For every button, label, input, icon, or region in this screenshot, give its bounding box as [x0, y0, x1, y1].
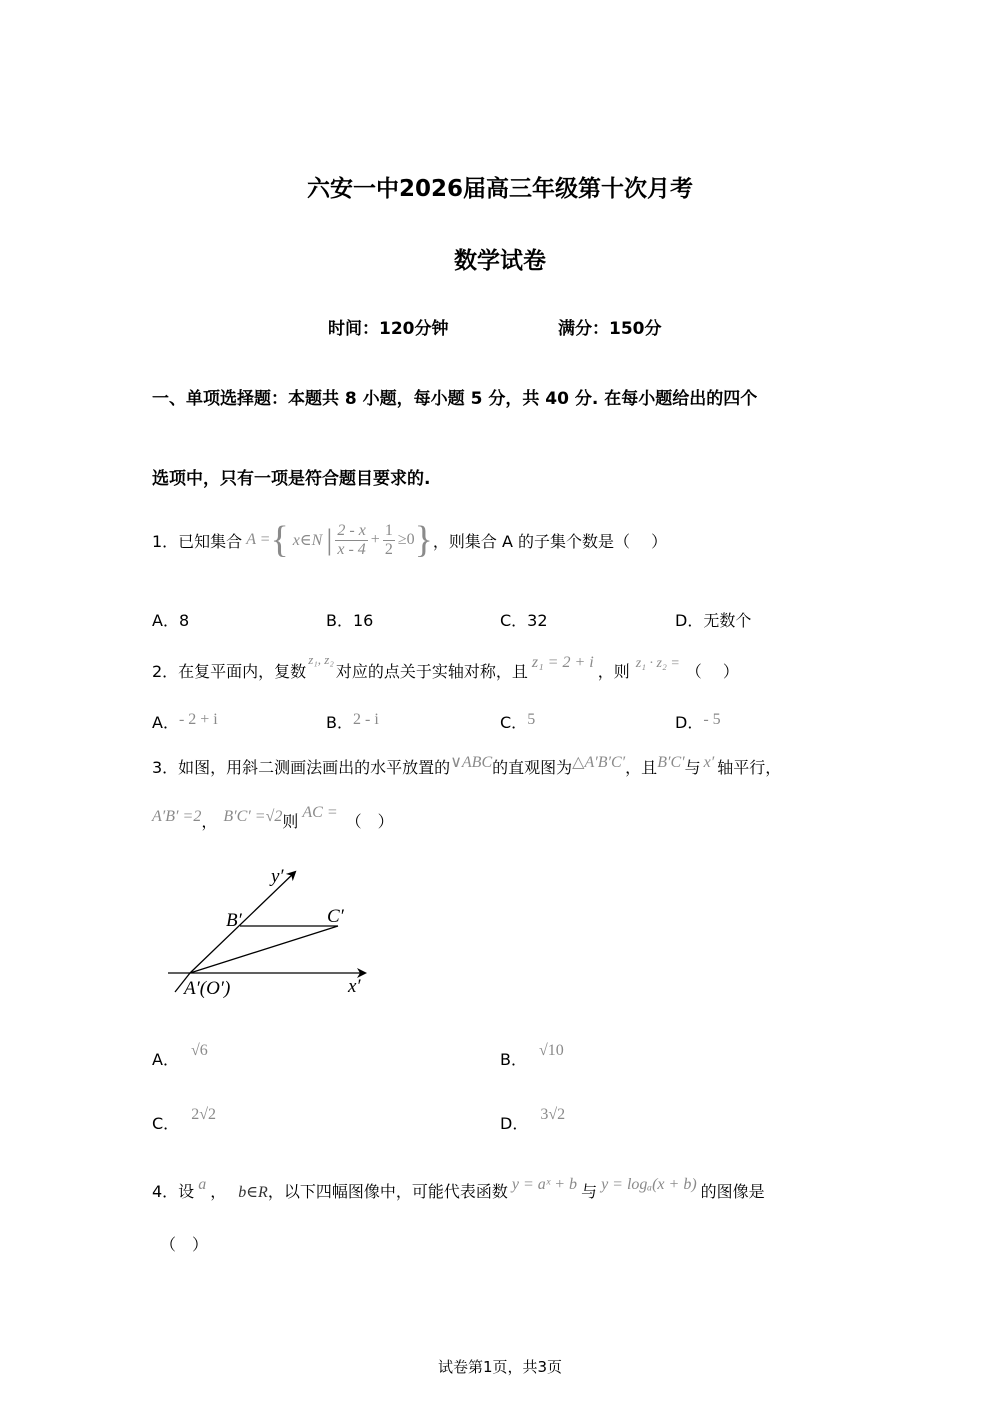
q3-option-a-value: √6 — [190, 1042, 208, 1059]
q1-suffix: ，则集合 A 的子集个数是（ ） — [432, 531, 668, 551]
q1-set-name: A = — [246, 531, 271, 548]
q3-end: 轴平行， — [717, 758, 782, 777]
q1-option-c[interactable]: C．32 — [500, 611, 548, 630]
q2-option-d[interactable] — [675, 710, 721, 733]
question-3 — [152, 748, 781, 778]
q1-right-brace: } — [414, 519, 433, 561]
q4-comma: ， — [210, 1182, 227, 1201]
label-b-prime: B′ — [226, 910, 242, 931]
q1-plus: + — [370, 531, 380, 548]
q4-var-a: a — [198, 1176, 207, 1193]
page-footer: 试卷第1页，共3页 — [437, 1358, 563, 1376]
q2-blank: （ ） — [685, 662, 739, 681]
section-heading-line2: 选项中，只有一项是符合题目要求的. — [152, 469, 431, 489]
q3-option-d-value: 3√2 — [540, 1106, 566, 1123]
question-4 — [152, 1170, 765, 1202]
question-1 — [152, 518, 667, 562]
q3-prefix: 3．如图，用斜二测画法画出的水平放置的 — [152, 758, 451, 777]
q3-option-b-label: B． — [500, 1050, 527, 1069]
q1-fraction-2 — [383, 522, 395, 559]
q2-prefix: 2．在复平面内，复数 — [152, 662, 307, 681]
y-axis-line — [190, 872, 295, 973]
q4-mid: ，以下四幅图像中，可能代表函数 — [267, 1182, 508, 1201]
q1-fraction-1 — [335, 522, 367, 559]
q4-blank: （ ） — [160, 1235, 209, 1254]
q1-condition: ≥0 — [397, 531, 415, 548]
section-heading-line1: 一、单项选择题：本题共 8 小题，每小题 5 分，共 40 分. 在每小题给出的四个 — [152, 389, 758, 409]
q2-option-d-value: - 5 — [703, 711, 721, 728]
q4-with: 与 — [581, 1182, 598, 1201]
q2-option-a-label: A． — [152, 713, 179, 732]
q1-left-brace: { — [270, 519, 289, 561]
q2-option-a-value: - 2 + i — [178, 711, 218, 728]
q2-option-b-label: B． — [326, 713, 353, 732]
exam-time: 时间：120分钟 — [328, 319, 449, 339]
exam-score: 满分：150分 — [558, 319, 662, 339]
q3-given-2: B′C′ =√2 — [223, 808, 283, 825]
q1-frac1-num: 2 - x — [337, 521, 366, 539]
q2-option-c-label: C． — [500, 713, 528, 732]
q3-option-c[interactable] — [152, 1104, 216, 1134]
q1-option-b[interactable]: B．16 — [326, 611, 374, 630]
q3-option-b[interactable] — [500, 1040, 564, 1070]
q3-ask: AC = — [302, 804, 338, 821]
q3-triangle-2: △A′B′C′ — [572, 754, 626, 771]
q3-comma: ， — [201, 812, 218, 831]
label-y-prime: y′ — [271, 866, 284, 887]
q1-option-d[interactable]: D．无数个 — [675, 611, 752, 630]
q1-prefix: 1．已知集合 — [152, 531, 243, 551]
segment-a-c — [190, 926, 338, 973]
q4-var-b: b∈R — [238, 1184, 268, 1201]
q3-figure — [160, 860, 380, 1005]
question-2 — [152, 652, 739, 682]
q2-expr: z₁ · z₂ = — [635, 656, 680, 671]
q3-option-d[interactable] — [500, 1104, 565, 1134]
q2-option-b[interactable] — [326, 710, 379, 733]
q3-option-d-label: D． — [500, 1114, 529, 1133]
q2-mid: 对应的点关于实轴对称，且 — [335, 662, 528, 681]
label-x-prime: x′ — [348, 976, 361, 997]
exam-subtitle: 数学试卷 — [454, 248, 546, 274]
label-c-prime: C′ — [327, 906, 344, 927]
q1-bar: | — [326, 523, 333, 556]
q1-set-element: x∈N — [292, 532, 323, 549]
q1-option-a[interactable]: A．8 — [152, 611, 190, 630]
q3-blank: （ ） — [345, 812, 394, 831]
exam-title: 六安一中2026届高三年级第十次月考 — [306, 176, 693, 202]
q2-then: ，则 — [597, 662, 630, 681]
q2-option-a[interactable] — [152, 710, 218, 733]
q1-frac1-den: x - 4 — [337, 540, 366, 558]
q4-function-1: y = aˣ + b — [511, 1176, 578, 1193]
q2-given: z₁ = 2 + i — [531, 654, 594, 671]
q2-option-c[interactable] — [500, 710, 535, 733]
q2-vars: z₁, z₂ — [308, 652, 334, 667]
q3-mid3: 与 — [684, 758, 701, 777]
q4-prefix: 4．设 — [152, 1182, 195, 1201]
q3-then: 则 — [282, 812, 299, 831]
label-a-prime-o-prime: A′(O′) — [184, 978, 231, 999]
q3-option-c-value: 2√2 — [191, 1106, 216, 1123]
q3-triangle: ∨ABC — [450, 754, 493, 771]
q4-function-2: y = logₐ(x + b) — [601, 1176, 697, 1193]
q2-option-d-label: D． — [675, 713, 704, 732]
q1-frac2-num: 1 — [384, 521, 393, 539]
q3-option-b-value: √10 — [538, 1042, 564, 1059]
question-3-line2 — [152, 802, 394, 832]
q3-mid: 的直观图为 — [492, 758, 573, 777]
q3-option-a-label: A． — [152, 1050, 179, 1069]
q3-option-c-label: C． — [152, 1114, 180, 1133]
q1-frac2-den: 2 — [384, 540, 393, 558]
q3-segment: B′C′ — [657, 754, 685, 771]
q3-option-a[interactable] — [152, 1040, 208, 1070]
q3-mid2: ，且 — [625, 758, 658, 777]
q2-option-b-value: 2 - i — [352, 711, 379, 728]
q4-end: 的图像是 — [700, 1182, 765, 1201]
q3-given-1: A′B′ =2 — [152, 808, 202, 825]
q3-axis: x′ — [703, 754, 715, 771]
q2-option-c-value: 5 — [527, 711, 536, 728]
